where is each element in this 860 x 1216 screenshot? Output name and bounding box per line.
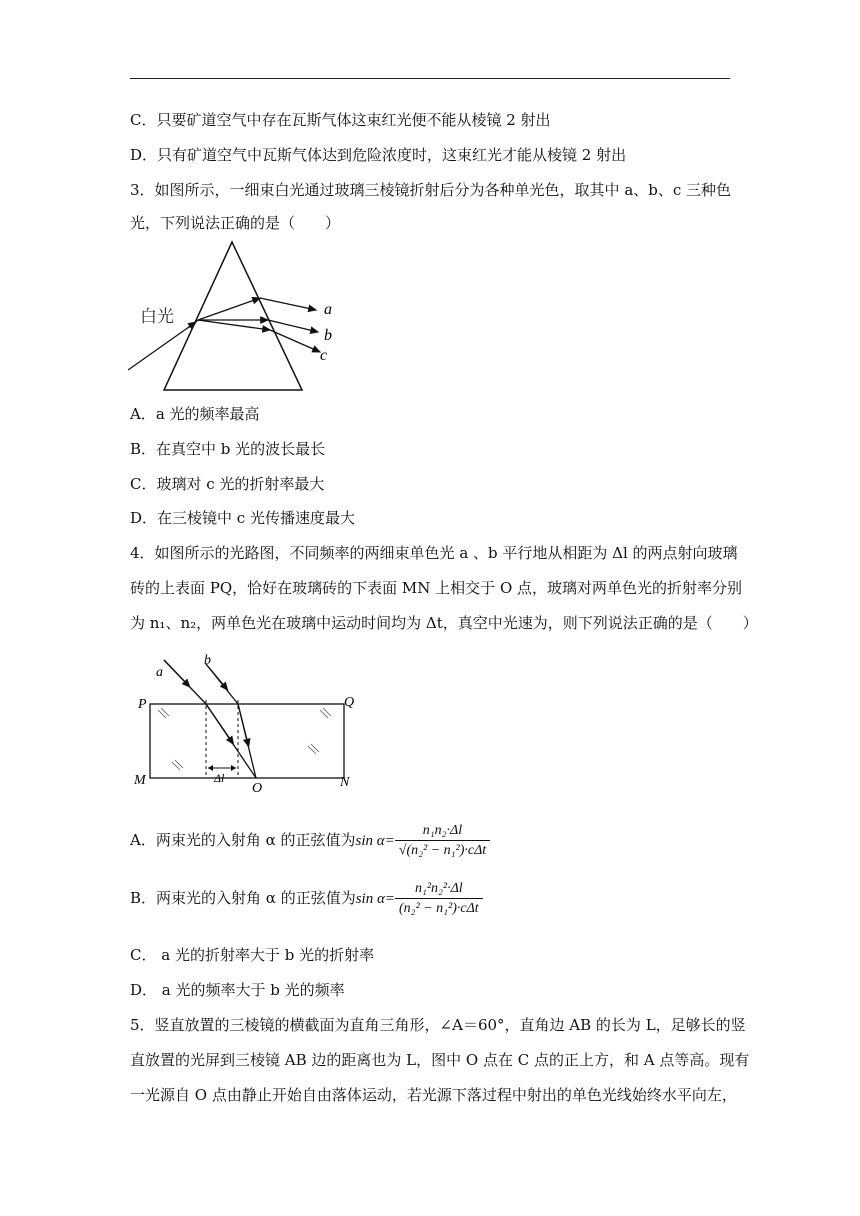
glass-brick-figure [128, 650, 368, 795]
prism-figure [128, 240, 368, 400]
header-rule [130, 78, 730, 79]
q4-option-a: A．两束光的入射角 α 的正弦值为sin α= $\frac{\text{n₁n₂·Δl}}{\text{√(n₂² − n₁²)·cΔt}}$ [130, 820, 490, 861]
label-Q: Q [344, 695, 355, 710]
label-white-light: 白光 [140, 307, 174, 327]
prism-triangle [164, 242, 302, 390]
ray-c-inside [198, 320, 270, 330]
label-a: a [156, 665, 163, 680]
label-M: M [134, 773, 146, 788]
label-c: c [320, 347, 328, 364]
label-O: O [252, 781, 263, 795]
q4-option-b: B．两束光的入射角 α 的正弦值为sin α= $\frac{\text{n₁²n₂²·Δl}}{\text{(n₂² − n₁²)·cΔt}}$ [130, 878, 483, 919]
label-N: N [340, 775, 350, 790]
ray-b-out [268, 320, 318, 332]
ray-a-inside [198, 298, 260, 320]
q3-stem-line1: 3．如图所示，一细束白光通过玻璃三棱镜折射后分为各种单光色，取其中 a、b、c 三种色 [130, 181, 732, 199]
label-delta-l: Δl [214, 771, 225, 785]
q3-option-d: D．在三棱镜中 c 光传播速度最大 [130, 509, 355, 527]
q4-option-d: D． a 光的频率大于 b 光的频率 [130, 981, 345, 999]
option-c-prev: C．只要矿道空气中存在瓦斯气体这束红光便不能从棱镜 2 射出 [130, 111, 551, 129]
q4-option-c: C． a 光的折射率大于 b 光的折射率 [130, 946, 375, 964]
ray-c-out [270, 330, 320, 352]
q5-stem-line1: 5．竖直放置的三棱镜的横截面为直角三角形，∠A＝60°，直角边 AB 的长为 L，足够长的竖 [130, 1016, 746, 1034]
label-b: b [204, 653, 211, 668]
white-light-ray [128, 322, 196, 370]
ray-a-out [260, 298, 316, 310]
label-P: P [138, 697, 147, 712]
q4-stem-line1: 4．如图所示的光路图，不同频率的两细束单色光 a 、b 平行地从相距为 Δl 的两点射向玻璃 [130, 544, 738, 562]
label-a: a [324, 301, 332, 318]
option-d-prev: D．只有矿道空气中瓦斯气体达到危险浓度时，这束红光才能从棱镜 2 射出 [130, 146, 627, 164]
q5-stem-line2: 直放置的光屏到三棱镜 AB 边的距离也为 L，图中 O 点在 C 点的正上方，和 A 点等高。现有 [130, 1051, 750, 1069]
q4-stem-line3: 为 n₁、n₂，两单色光在玻璃中运动时间均为 Δt，真空中光速为，则下列说法正确的是（ ） [130, 614, 758, 632]
q3-stem-line2: 光，下列说法正确的是（ ） [130, 214, 341, 232]
q3-option-c: C．玻璃对 c 光的折射率最大 [130, 475, 325, 493]
q3-option-b: B．在真空中 b 光的波长最长 [130, 440, 326, 458]
label-b: b [324, 327, 332, 344]
q3-option-a: A．a 光的频率最高 [130, 405, 260, 423]
q5-stem-line3: 一光源自 O 点由静止开始自由落体运动，若光源下落过程中射出的单色光线始终水平向左， [130, 1086, 737, 1104]
q4-stem-line2: 砖的上表面 PQ，恰好在玻璃砖的下表面 MN 上相交于 O 点，玻璃对两单色光的折射率分别 [130, 579, 743, 597]
